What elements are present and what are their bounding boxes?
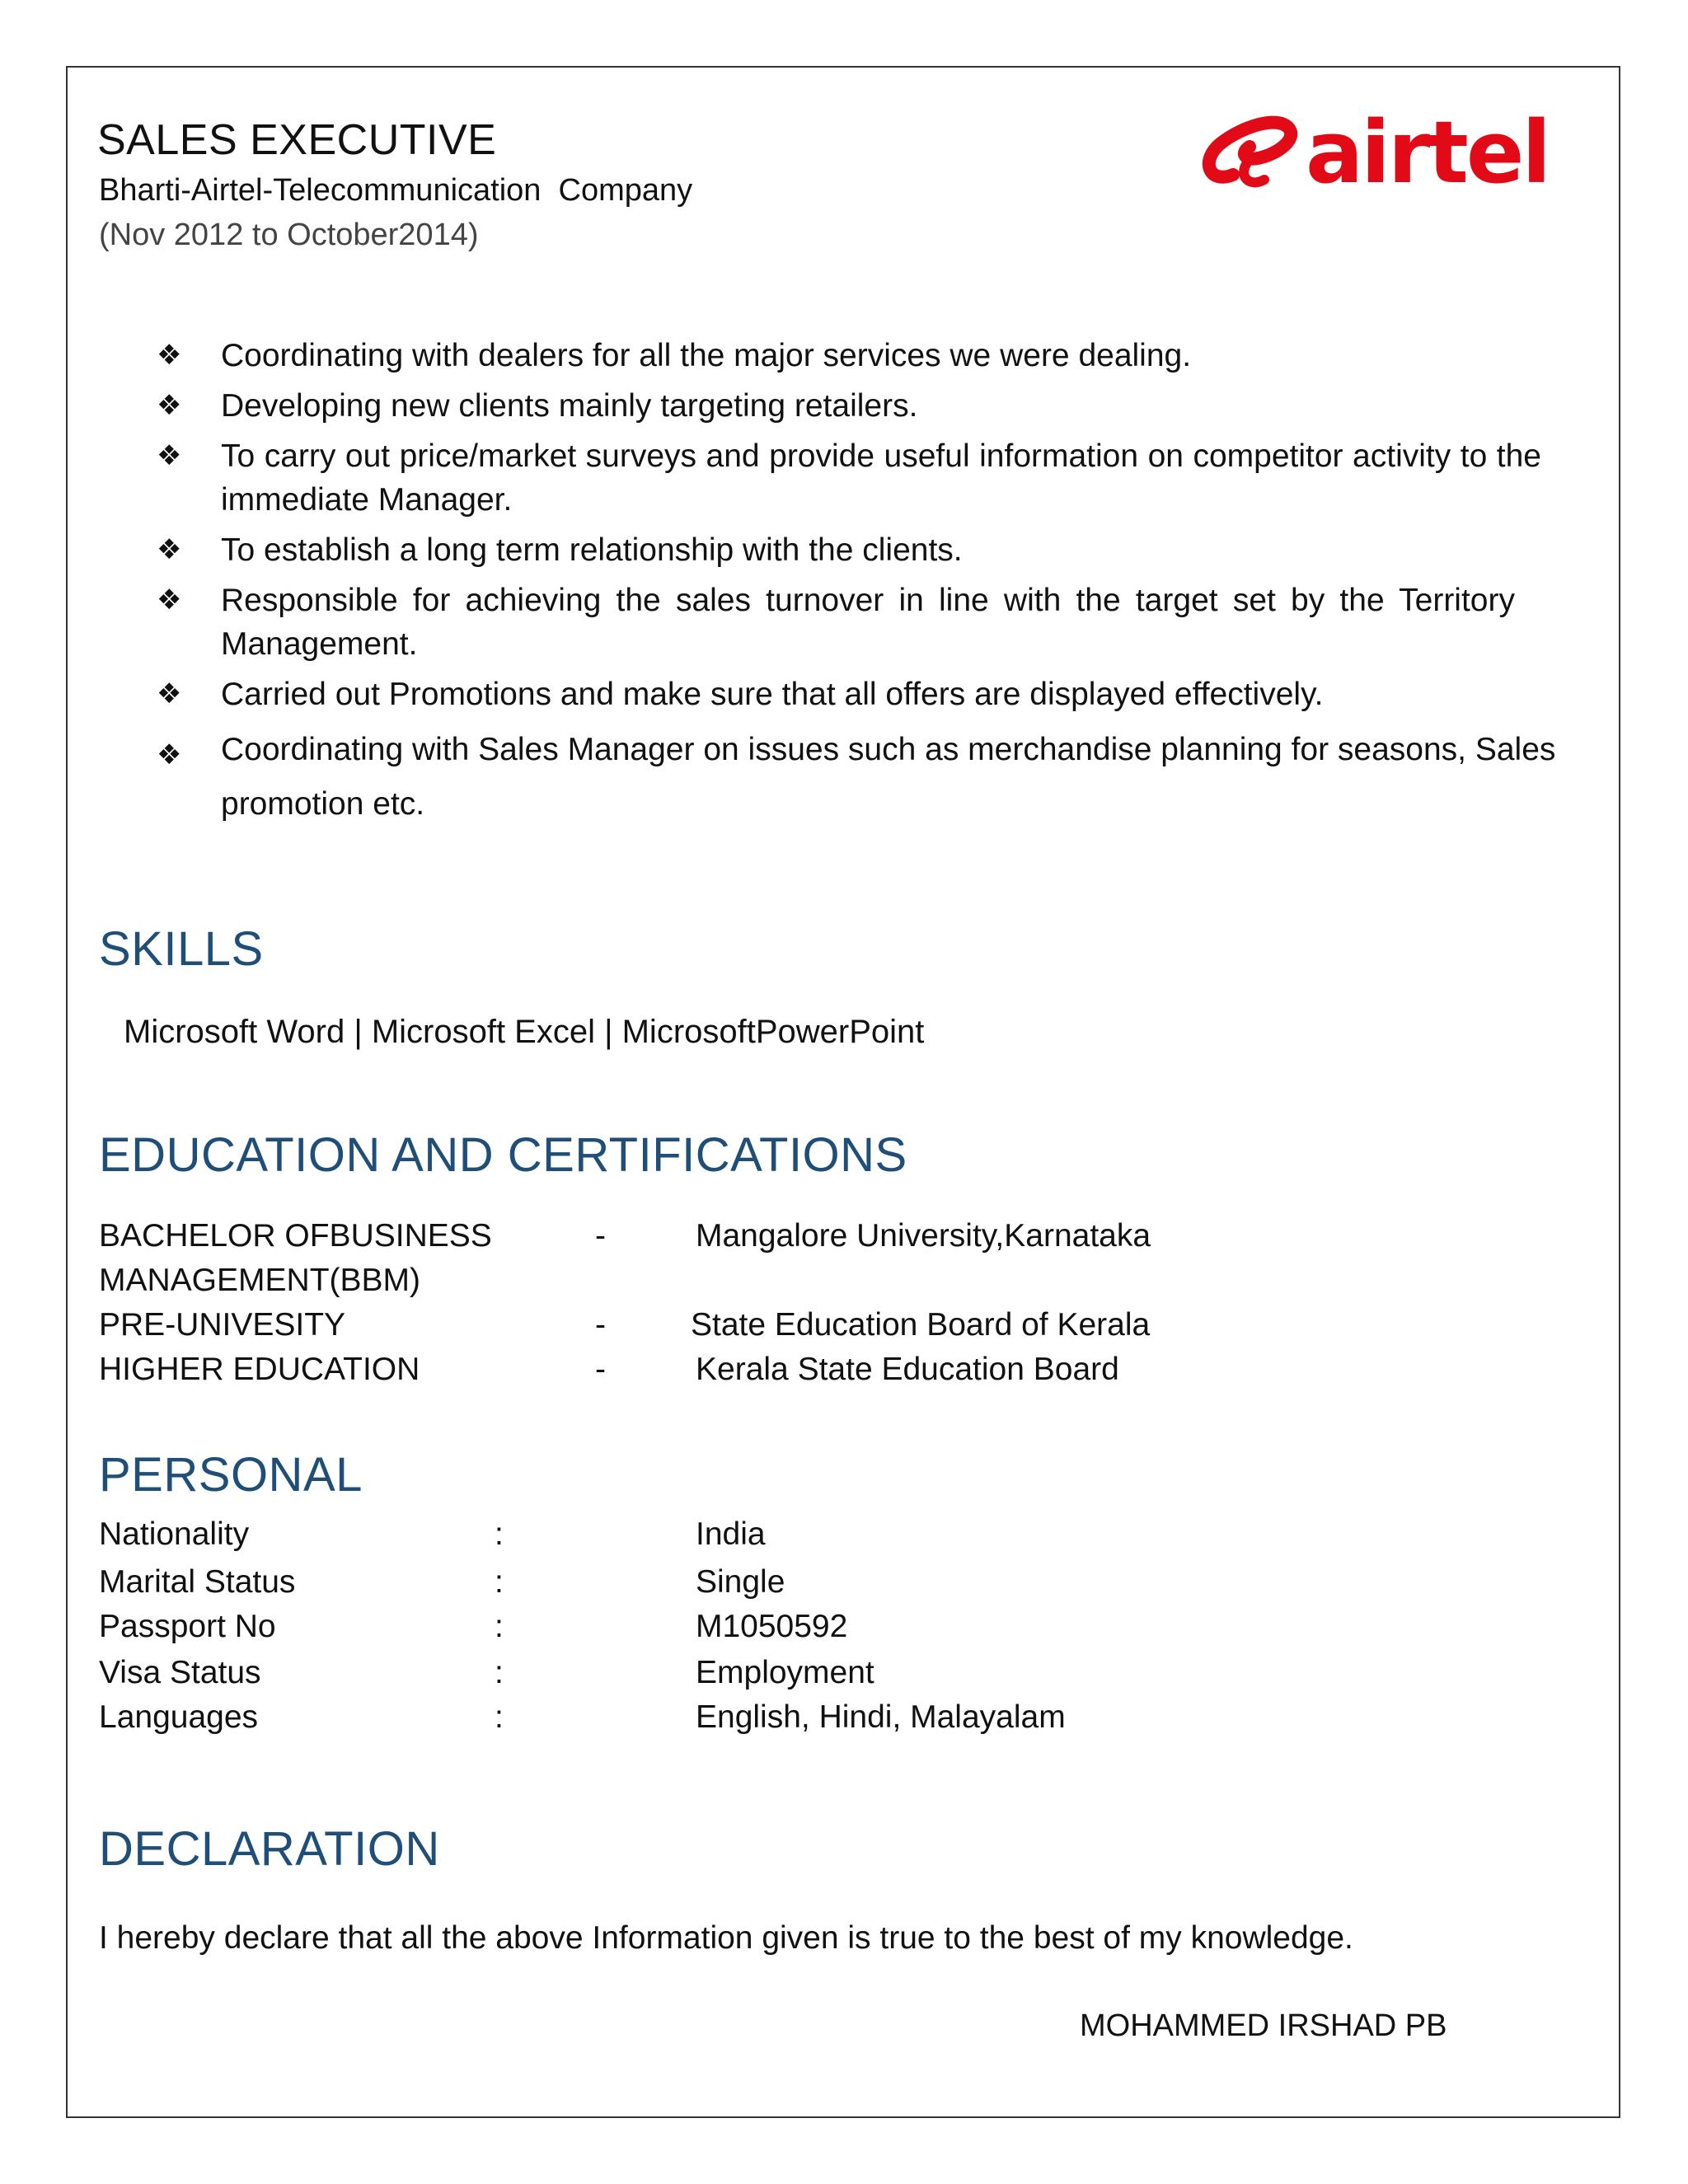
declaration-heading: DECLARATION [99,1822,440,1876]
education-degree: PRE-UNIVESITY [99,1307,346,1343]
education-separator: - [595,1352,606,1387]
signature-name: MOHAMMED IRSHAD PB [1080,2008,1447,2043]
personal-label: Visa Status [99,1655,261,1690]
education-degree: BACHELOR OFBUSINESS [99,1218,492,1254]
personal-value: Single [696,1564,785,1600]
education-heading: EDUCATION AND CERTIFICATIONS [99,1128,907,1182]
education-institution: Mangalore University,Karnataka [696,1218,1151,1254]
airtel-logo [1200,102,1550,203]
list-item-text: Coordinating with Sales Manager on issues such as merchandise planning for seasons, Sales promotion etc. [221,732,1556,822]
personal-value: Employment [696,1655,874,1690]
skills-text: Microsoft Word | Microsoft Excel | MicrosoftPowerPoint [124,1014,925,1050]
personal-separator: : [495,1516,504,1552]
education-institution: Kerala State Education Board [696,1352,1119,1387]
list-item [157,673,1541,716]
four-diamond-bullet-icon: ❖ [157,583,182,616]
airtel-swirl-icon [1200,110,1299,193]
personal-separator: : [495,1564,504,1600]
education-institution: State Education Board of Kerala [691,1307,1151,1343]
four-diamond-bullet-icon: ❖ [157,738,182,771]
list-item [157,384,1541,428]
personal-separator: : [495,1655,504,1690]
four-diamond-bullet-icon: ❖ [157,439,182,472]
list-item [157,579,1515,666]
personal-value: India [696,1516,766,1552]
declaration-text: I hereby declare that all the above Information given is true to the best of my knowledge. [99,1920,1353,1956]
personal-separator: : [495,1609,504,1644]
education-separator: - [595,1307,606,1343]
company-name: Bharti-Airtel-Telecommunication Company [99,173,693,208]
four-diamond-bullet-icon: ❖ [157,389,182,422]
job-title: SALES EXECUTIVE [97,116,497,164]
education-degree-continued: MANAGEMENT(BBM) [99,1263,420,1298]
list-item-text: Carried out Promotions and make sure that all offers are displayed effectively. [221,677,1324,712]
responsibilities-list [157,334,1556,838]
personal-label: Nationality [99,1516,250,1552]
employment-period: (Nov 2012 to October2014) [99,218,479,252]
personal-separator: : [495,1699,504,1735]
list-item-text: Responsible for achieving the sales turnover in line with the target set by the Territory Management. [221,583,1515,662]
list-item-text: Developing new clients mainly targeting retailers. [221,388,918,424]
list-item [157,434,1541,522]
list-item-text: To establish a long term relationship with the clients. [221,532,963,568]
four-diamond-bullet-icon: ❖ [157,677,182,710]
list-item-text: Coordinating with dealers for all the major services we were dealing. [221,338,1192,373]
airtel-wordmark: airtel [1306,102,1550,203]
education-degree: HIGHER EDUCATION [99,1352,420,1387]
personal-label: Passport No [99,1609,276,1644]
list-item [157,334,1541,377]
personal-label: Marital Status [99,1564,296,1600]
four-diamond-bullet-icon: ❖ [157,339,182,372]
personal-label: Languages [99,1699,259,1735]
education-separator: - [595,1218,606,1254]
personal-heading: PERSONAL [99,1448,363,1502]
list-item [157,723,1556,832]
skills-heading: SKILLS [99,922,264,976]
personal-value: English, Hindi, Malayalam [696,1699,1066,1735]
four-diamond-bullet-icon: ❖ [157,533,182,566]
personal-value: M1050592 [696,1609,848,1644]
list-item-text: To carry out price/market surveys and provide useful information on competitor activity to the immediate Manager. [221,438,1541,518]
list-item [157,528,1541,572]
